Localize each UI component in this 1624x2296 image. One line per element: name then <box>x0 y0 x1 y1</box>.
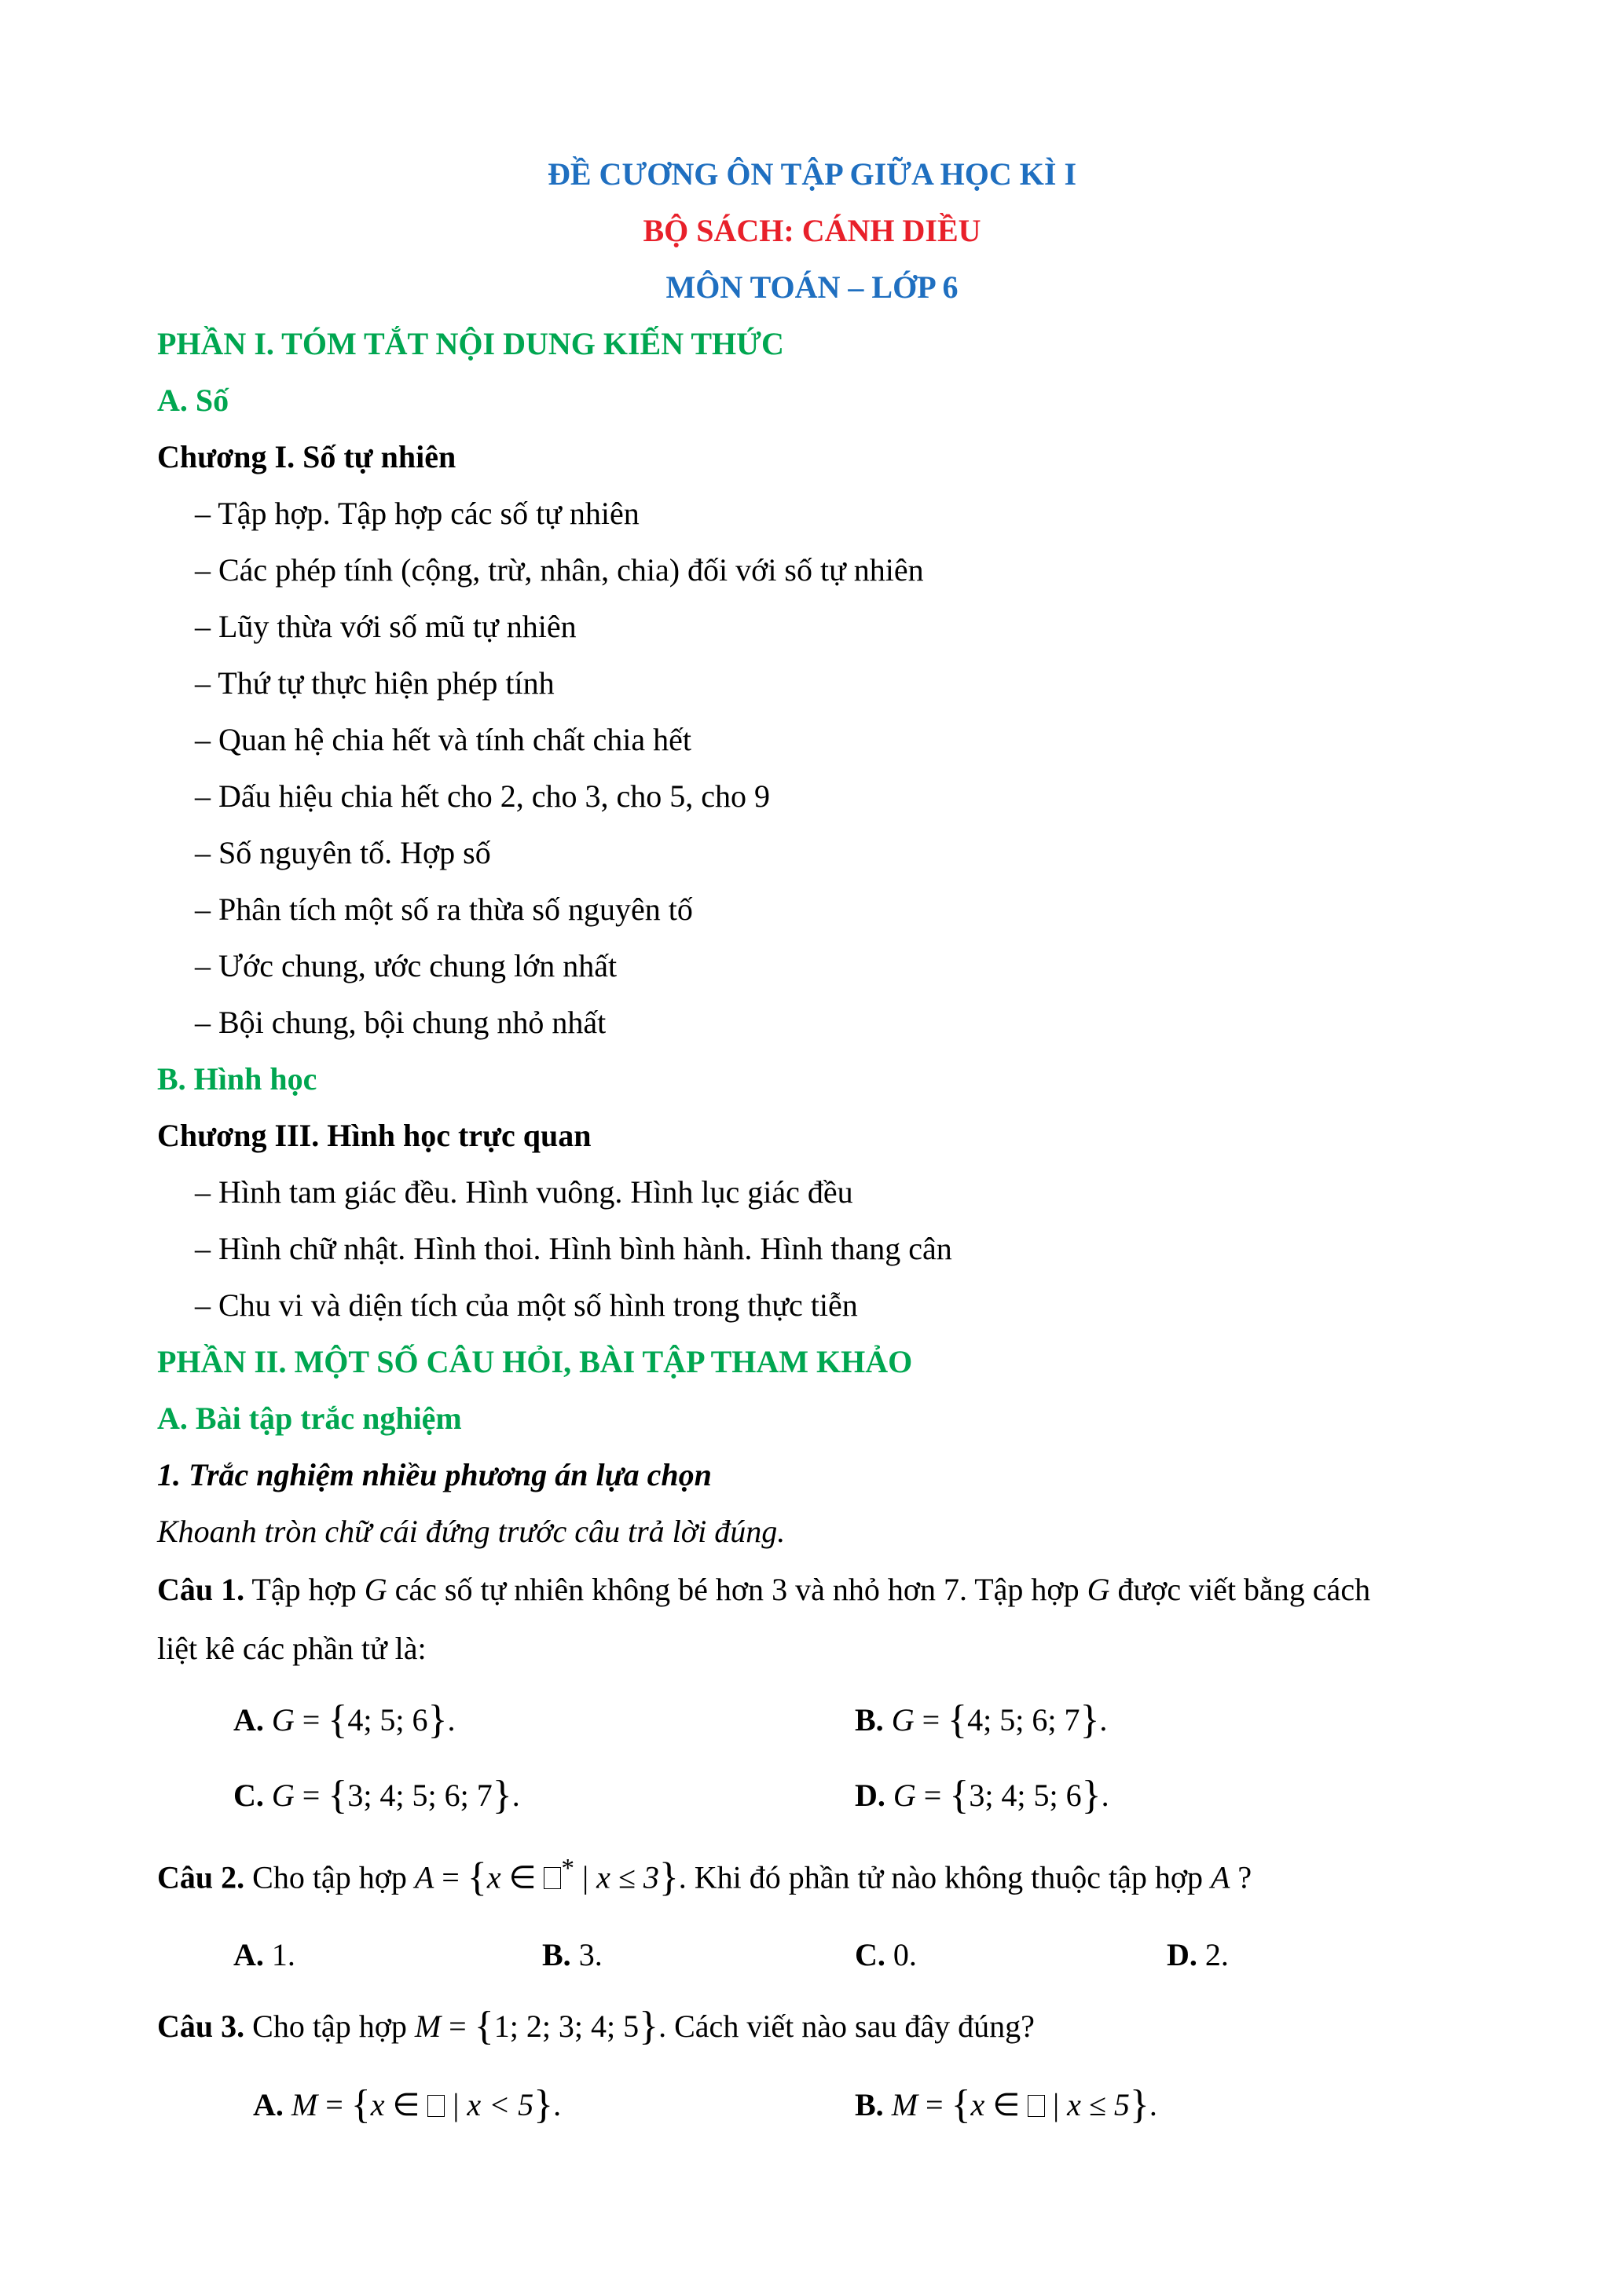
exercise-section-heading: A. Bài tập trắc nghiệm <box>157 1401 462 1436</box>
chapter1-heading: Chương I. Số tự nhiên <box>157 439 456 474</box>
q2-option-d[interactable]: D. 2. <box>1167 1937 1229 1972</box>
q3-option-b[interactable]: B. M = {x ∈ | x ≤ 5}. <box>855 2082 1157 2127</box>
list-item: – Các phép tính (cộng, trừ, nhân, chia) đối với số tự nhiên <box>195 552 924 588</box>
list-item: – Quan hệ chia hết và tính chất chia hết <box>195 722 691 757</box>
instruction-text: Khoanh tròn chữ cái đứng trước câu trả lời đúng. <box>157 1514 786 1549</box>
list-item: – Bội chung, bội chung nhỏ nhất <box>195 1005 607 1040</box>
math-var: G <box>1087 1572 1110 1607</box>
list-item: – Tập hợp. Tập hợp các số tự nhiên <box>195 496 640 531</box>
q2-option-c[interactable]: C. 0. <box>855 1937 917 1972</box>
doc-title: ĐỀ CƯƠNG ÔN TẬP GIỮA HỌC KÌ I <box>547 156 1077 192</box>
naturals-symbol <box>427 2095 445 2117</box>
list-item: – Chu vi và diện tích của một số hình trong thực tiễn <box>195 1287 858 1323</box>
q2-option-a[interactable]: A. 1. <box>233 1937 295 1972</box>
q1-option-a[interactable]: A. G = {4; 5; 6}. <box>233 1697 456 1742</box>
list-item: – Ước chung, ước chung lớn nhất <box>195 948 618 983</box>
part1-heading: PHẦN I. TÓM TẮT NỘI DUNG KIẾN THỨC <box>157 326 784 361</box>
question-label: Câu 3. <box>157 2009 245 2044</box>
q1-option-b[interactable]: B. G = {4; 5; 6; 7}. <box>855 1697 1108 1742</box>
naturals-symbol <box>544 1867 561 1889</box>
list-item: – Hình tam giác đều. Hình vuông. Hình lục giác đều <box>195 1174 853 1210</box>
section-b-heading: B. Hình học <box>157 1061 317 1097</box>
question-label: Câu 1. <box>157 1572 245 1607</box>
q2-option-b[interactable]: B. 3. <box>542 1937 603 1972</box>
doc-subtitle-subject: MÔN TOÁN – LỚP 6 <box>665 269 959 305</box>
doc-subtitle-book: BỘ SÁCH: CÁNH DIỀU <box>643 213 981 248</box>
part2-heading: PHẦN II. MỘT SỐ CÂU HỎI, BÀI TẬP THAM KHẢO <box>157 1344 913 1379</box>
exercise-subheading: 1. Trắc nghiệm nhiều phương án lựa chọn <box>157 1457 712 1492</box>
list-item: – Hình chữ nhật. Hình thoi. Hình bình hành. Hình thang cân <box>195 1231 952 1266</box>
naturals-symbol <box>1028 2095 1045 2117</box>
math-var: G <box>364 1572 387 1607</box>
section-a-heading: A. Số <box>157 383 229 418</box>
q1-option-d[interactable]: D. G = {3; 4; 5; 6}. <box>855 1773 1109 1818</box>
list-item: – Dấu hiệu chia hết cho 2, cho 3, cho 5, cho 9 <box>195 778 771 814</box>
question-label: Câu 2. <box>157 1859 245 1895</box>
question-1: Câu 1. Tập hợp G các số tự nhiên không bé hơn 3 và nhỏ hơn 7. Tập hợp G được viết bằng cách <box>157 1572 1371 1607</box>
list-item: – Thứ tự thực hiện phép tính <box>195 665 555 701</box>
q3-option-a[interactable]: A. M = {x ∈ | x < 5}. <box>253 2082 562 2127</box>
chapter3-heading: Chương III. Hình học trực quan <box>157 1118 592 1153</box>
question-2: Câu 2. Cho tập hợp A = {x ∈ * | x ≤ 3}. Khi đó phần tử nào không thuộc tập hợp A ? <box>157 1854 1252 1900</box>
list-item: – Lũy thừa với số mũ tự nhiên <box>195 609 577 644</box>
list-item: – Phân tích một số ra thừa số nguyên tố <box>195 892 693 927</box>
list-item: – Số nguyên tố. Hợp số <box>195 835 491 870</box>
question-3: Câu 3. Cho tập hợp M = {1; 2; 3; 4; 5}. Cách viết nào sau đây đúng? <box>157 2004 1035 2049</box>
question-1-continuation: liệt kê các phần tử là: <box>157 1631 427 1666</box>
q1-option-c[interactable]: C. G = {3; 4; 5; 6; 7}. <box>233 1773 520 1818</box>
